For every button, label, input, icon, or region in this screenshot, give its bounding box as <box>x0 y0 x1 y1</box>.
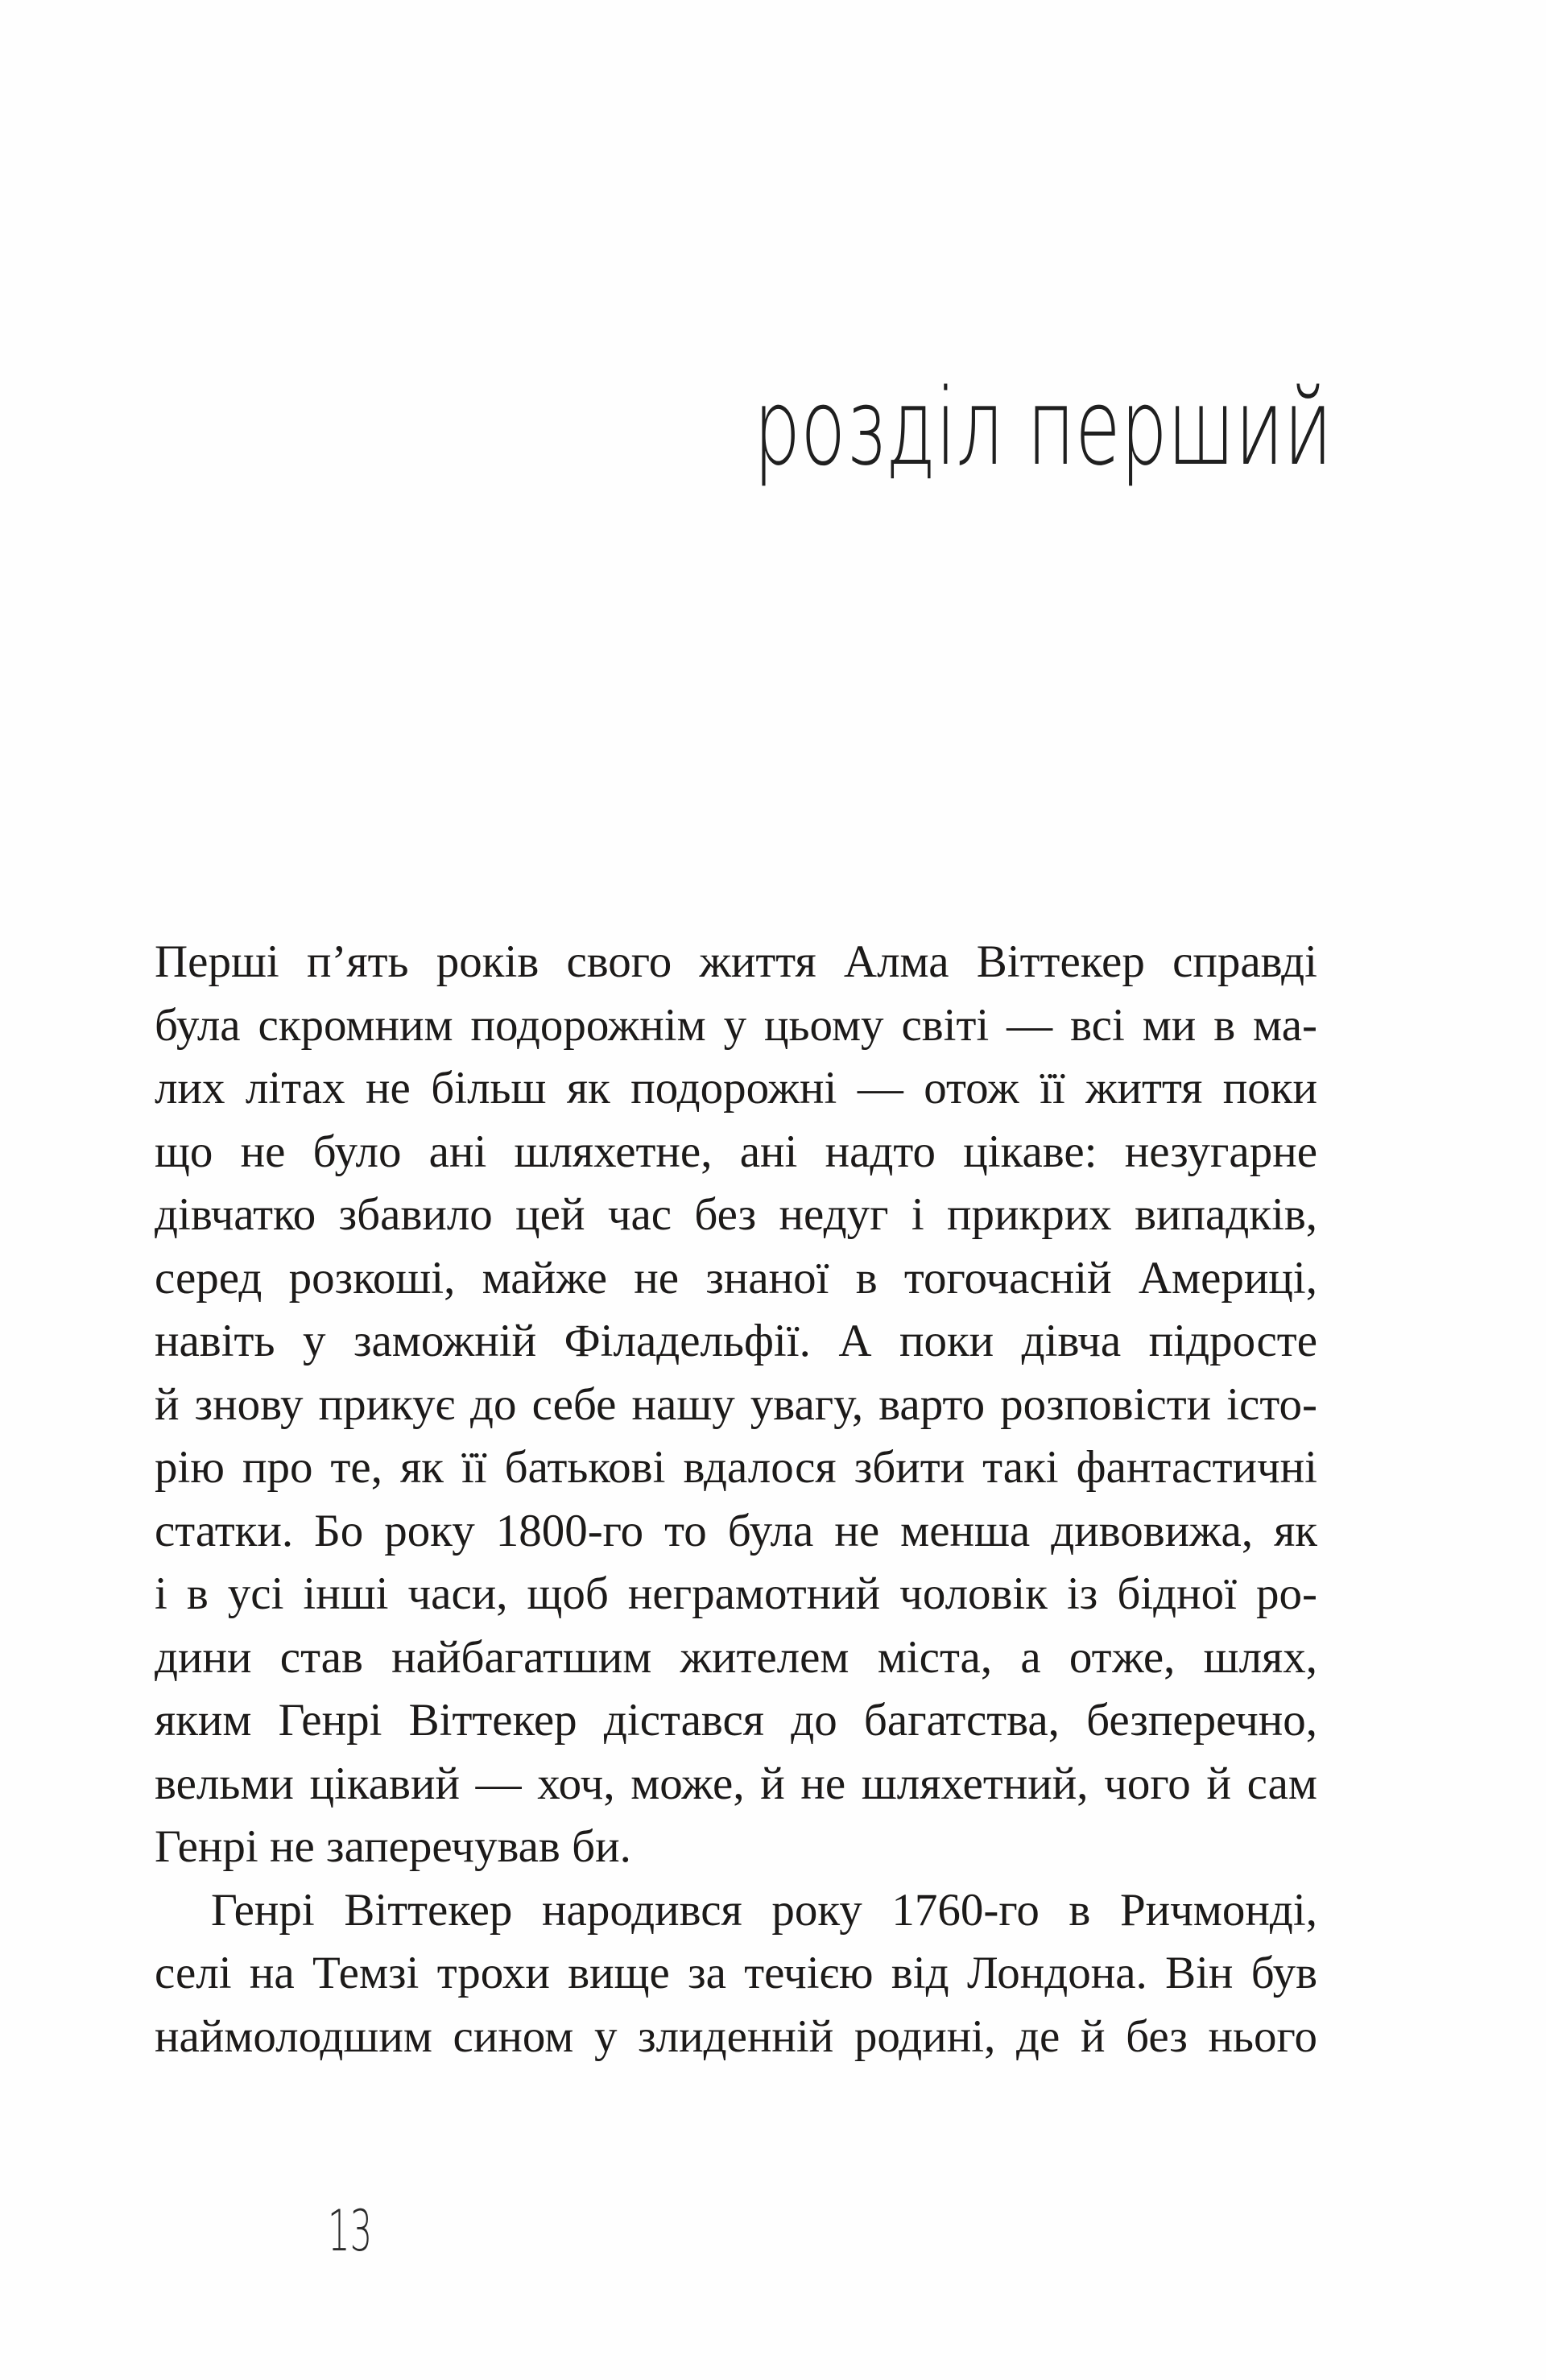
body-text <box>155 931 1317 2068</box>
body-line: дівчатко збавило цей час без недуг і прикрих випадків, <box>155 1189 1317 1240</box>
body-line-paragraph-end: Генрі не заперечував би. <box>155 1821 631 1872</box>
page-number: 13 <box>328 2198 373 2264</box>
chapter-heading: розділ перший <box>754 366 1333 489</box>
body-line: яким Генрі Віттекер дістався до багатства, безперечно, <box>155 1695 1317 1746</box>
body-line: була скромним подорожнім у цьому світі — всі ми в ма- <box>155 999 1317 1051</box>
body-line: й знову прикує до себе нашу увагу, варто розповісти істо- <box>155 1378 1317 1430</box>
body-line: і в усі інші часи, щоб неграмотний чоловік із бідної ро- <box>155 1568 1317 1619</box>
body-line-paragraph-start: Генрі Віттекер народився року 1760-го в Ричмонді, <box>211 1884 1317 1936</box>
body-line: статки. Бо року 1800-го то була не менша дивовижа, як <box>155 1505 1317 1556</box>
body-line: рію про те, як її батькові вдалося збити такі фантастичні <box>155 1442 1317 1493</box>
body-line: навіть у заможній Філадельфії. А поки дівча підросте <box>155 1316 1317 1366</box>
body-line: вельми цікавий — хоч, може, й не шляхетний, чого й сам <box>155 1758 1317 1809</box>
body-line: селі на Темзі трохи вище за течією від Лондона. Він був <box>155 1948 1317 1998</box>
body-line: що не було ані шляхетне, ані надто цікаве: незугарне <box>155 1126 1317 1177</box>
body-line: лих літах не більш як подорожні — отож її життя поки <box>155 1063 1317 1114</box>
body-line: дини став найбагатшим жителем міста, а отже, шлях, <box>155 1631 1317 1683</box>
body-line: Перші п’ять років свого життя Алма Віттекер справді <box>155 936 1317 987</box>
body-line: серед розкоші, майже не знаної в тогочасній Америці, <box>155 1252 1317 1304</box>
body-line: наймолодшим сином у злиденній родині, де й без нього <box>155 2010 1317 2062</box>
